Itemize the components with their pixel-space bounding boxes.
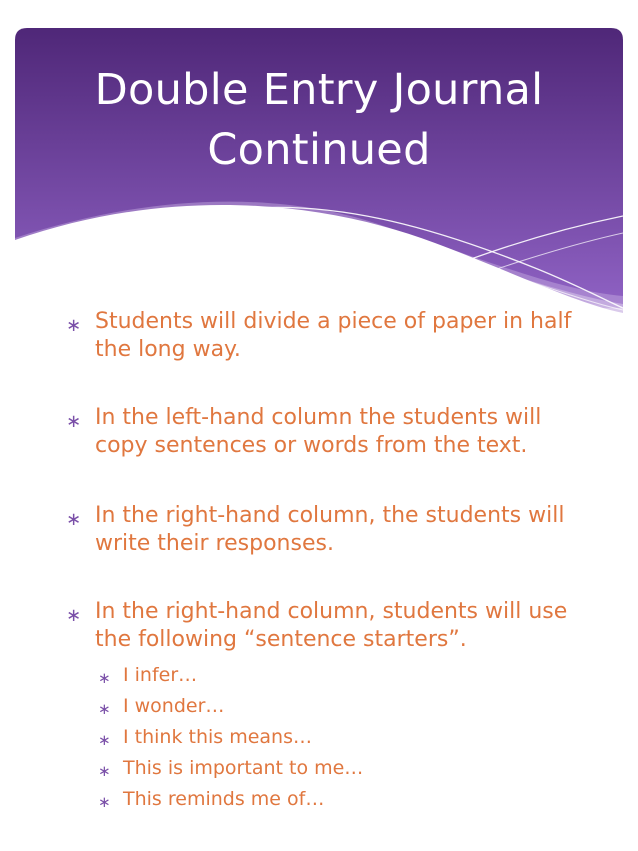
- slide-title-line-2: Continued: [207, 125, 431, 175]
- bullet-asterisk-icon: ∗: [66, 509, 82, 530]
- sub-bullet-asterisk-icon: ∗: [98, 762, 111, 780]
- sub-bullet-asterisk-icon: ∗: [98, 731, 111, 749]
- sub-bullet-asterisk-icon: ∗: [98, 793, 111, 811]
- bullet-text-line: In the right-hand column, the students will: [95, 503, 565, 528]
- sub-bullet-text: I wonder…: [123, 695, 225, 717]
- bullet-text-line: copy sentences or words from the text.: [95, 433, 528, 458]
- sub-bullet-text: This reminds me of…: [123, 788, 325, 810]
- bullet-asterisk-icon: ∗: [66, 315, 82, 336]
- bullet-asterisk-icon: ∗: [66, 605, 82, 626]
- bullet-text-line: In the left-hand column the students will: [95, 405, 542, 430]
- sub-bullet-asterisk-icon: ∗: [98, 669, 111, 687]
- slide-title: [0, 60, 638, 180]
- bullet-text-line: the long way.: [95, 337, 241, 362]
- sub-bullet-asterisk-icon: ∗: [98, 700, 111, 718]
- sub-bullet-text: I infer…: [123, 664, 198, 686]
- sub-bullet-text: This is important to me…: [123, 757, 364, 779]
- slide-title-line-1: Double Entry Journal: [94, 65, 544, 115]
- bullet-text-line: the following “sentence starters”.: [95, 627, 467, 652]
- bullet-text-line: Students will divide a piece of paper in half: [95, 309, 572, 334]
- bullet-asterisk-icon: ∗: [66, 411, 82, 432]
- bullet-text-line: In the right-hand column, students will use: [95, 599, 568, 624]
- sub-bullet-text: I think this means…: [123, 726, 312, 748]
- bullet-text-line: write their responses.: [95, 531, 334, 556]
